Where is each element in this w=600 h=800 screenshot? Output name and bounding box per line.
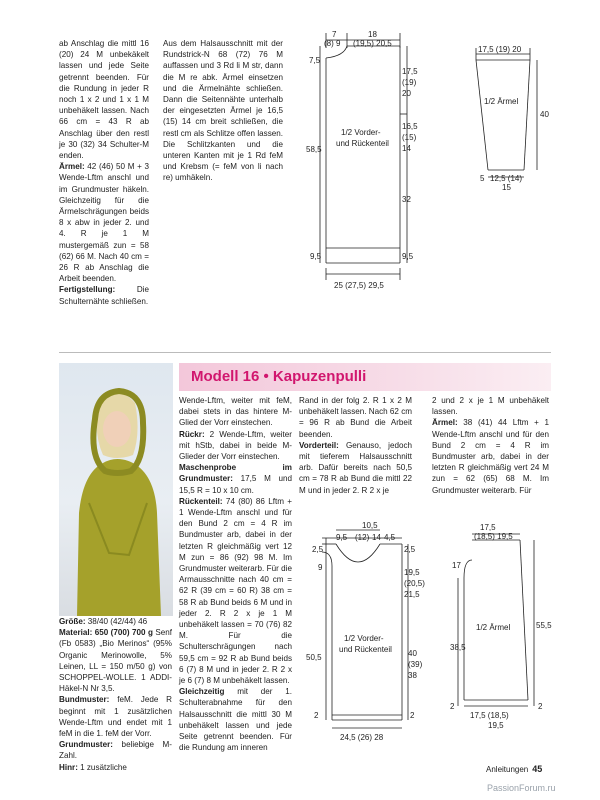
model-dim-armhole-2: (20,5)	[404, 579, 425, 588]
top-dim-total-height: 58,5	[306, 145, 322, 154]
paragraph-heading: Fertigstellung:	[59, 285, 116, 295]
text-paragraph	[179, 395, 292, 429]
model-dim-top-d: 4,5	[384, 533, 396, 542]
top-dim-armhole-1: 17,5	[402, 67, 418, 76]
model-body-label-2: und Rückenteil	[339, 645, 392, 654]
paragraph-body: 2 und 2 x je 1 M unbehäkelt lassen.	[432, 396, 549, 417]
paragraph-body: 1 zusätzliche	[77, 762, 127, 772]
top-body-schematic	[300, 28, 430, 296]
text-paragraph	[179, 429, 292, 463]
model-sleeve-dim-top-b: (18,5) 19,5	[474, 532, 513, 541]
model-dim-side-3: 38	[408, 671, 417, 680]
model-sleeve-dim-length: 55,5	[536, 621, 552, 630]
text-paragraph	[59, 694, 172, 739]
top-text-column-1	[59, 38, 149, 307]
text-paragraph	[59, 161, 149, 284]
paragraph-heading: Ärmel:	[432, 418, 458, 428]
paragraph-heading: Bundmuster:	[59, 695, 110, 705]
model-dim-armhole-left: 9	[318, 563, 323, 572]
model-dim-top-b: (12)	[355, 533, 370, 542]
paragraph-body: Aus dem Halsausschnitt mit der Rundstrick-N 68 (72) 76 M auffassen und 3 Rd li M str, dann die M re abk. Ärmel einsetzen und die Ärmelnähte schließen. Dann die Seitennähte unterhalb der eingesetzten Ärmel je 16,5 (15) 14 cm breit schließen, die restl cm als Schlitze offen lassen. Die Schlitzkanten und die unteren Kanten mit je 1 Rd feM und Krebsm (= feM von li nach re) umhäkeln.	[163, 39, 283, 183]
text-paragraph	[432, 417, 549, 495]
model-dim-bottom-width: 24,5 (26) 28	[340, 733, 384, 742]
model-dim-top-c: 14	[372, 533, 381, 542]
paragraph-heading: Größe:	[59, 617, 86, 626]
model-specs-column	[59, 616, 172, 773]
model-dim-neck: 10,5	[362, 521, 378, 530]
paragraph-body: Genauso, jedoch mit tieferem Halsausschnitt arb. Dafür bereits nach 50,5 cm = 78 R ab Bund die mittl 22 M und in jeder 2. R 2 x je	[299, 440, 412, 495]
model-sleeve-dim-cap: 17	[452, 561, 461, 570]
paragraph-heading: Hinr:	[59, 762, 78, 772]
model-dim-left-shoulder: 2,5	[312, 545, 324, 554]
model-dim-hem-left: 2	[314, 711, 319, 720]
paragraph-body: Senf (Fb 0583) „Bio Merinos“ (95% Organic Merinowolle, 5% Leinen, LL = 150 m/50 g) von SCHOPPEL-WOLLE. 1 ADDI-Häkel-N Nr 3,5.	[59, 628, 172, 694]
top-sleeve-label: 1/2 Ärmel	[484, 97, 519, 106]
top-dim-seam-2: (15)	[402, 133, 417, 142]
text-paragraph	[299, 440, 412, 496]
page-footer	[486, 764, 542, 774]
model-sleeve-schematic	[450, 520, 565, 735]
paragraph-heading: Grundmuster:	[59, 740, 113, 750]
watermark: PassionForum.ru	[487, 783, 556, 793]
top-text-column-2	[163, 38, 283, 184]
text-paragraph	[299, 395, 412, 440]
model-dim-armhole-3: 21,5	[404, 590, 420, 599]
top-dim-armhole-3: 20	[402, 89, 411, 98]
paragraph-heading: Vorderteil:	[299, 440, 339, 450]
model-dim-side-1: 40	[408, 649, 417, 658]
top-body-label-2: und Rückenteil	[336, 139, 389, 148]
top-dim-hem-right: 9,5	[402, 252, 414, 261]
paragraph-heading: Maschenprobe im Grundmuster:	[179, 463, 292, 484]
paragraph-body: 17,5 M und 15,5 R = 10 x 10 cm.	[179, 474, 292, 495]
model-sleeve-label: 1/2 Ärmel	[476, 623, 511, 632]
top-sleeve-dim-bottom-a: 5	[480, 174, 485, 183]
top-sleeve-dim-bottom-b: 12,5 (14)	[490, 174, 523, 183]
text-paragraph	[59, 616, 172, 627]
paragraph-heading: Ärmel:	[59, 162, 85, 172]
model-dim-right-shoulder: 2,5	[404, 545, 416, 554]
top-dim-bottom-width: 25 (27,5) 29,5	[334, 281, 384, 290]
paragraph-body: 74 (80) 86 Lftm + 1 Wende-Lftm anschl und für den Bund 2 cm = 4 R im Bundmuster arb, dabei in der letzten R gleichmäßig vert 12 M zun = 86 (92) 98 M. Im Grundmuster weiterarb. Für die Armausschnitte nach 40 cm = 62 R (39 cm = 60 R) 38 cm = 58 R ab Bund beids 6 M und in jeder 2. R 2 x je 1 M unbehäkelt lassen = 70 (76) 82 M. Für die Schulterschrägungen nach 59,5 cm = 92 R ab Bund beids 6 (7) 8 M und in jeder 2. R 2 x je 6 (7) 8 M unbehäkelt lassen.	[179, 496, 292, 686]
text-paragraph	[59, 627, 172, 694]
model-sleeve-dim-top-a: 17,5	[480, 523, 496, 532]
model-title: Modell 16 • Kapuzenpulli	[191, 368, 367, 385]
top-dim-shoulder-width-alt: (19,5) 20,5	[353, 39, 392, 48]
paragraph-body: Wende-Lftm, weiter mit feM, dabei stets in das hintere M-Glied der Vorr einstechen.	[179, 396, 292, 428]
model-dim-side-2: (39)	[408, 660, 423, 669]
paragraph-heading: Rückenteil:	[179, 496, 223, 506]
top-dim-neck-width-alt: (8) 9	[324, 39, 341, 48]
section-divider	[59, 352, 551, 353]
model-body-schematic	[302, 520, 425, 745]
paragraph-body: 38/40 (42/44) 46	[85, 617, 148, 626]
top-dim-shoulder-width: 18	[368, 30, 377, 39]
top-body-label-1: 1/2 Vorder-	[341, 128, 381, 137]
top-dim-seam-1: 16,5	[402, 122, 418, 131]
text-paragraph	[432, 395, 549, 417]
model-photo	[59, 363, 173, 616]
top-sleeve-dim-length: 40	[540, 110, 549, 119]
text-paragraph	[59, 284, 149, 306]
model-dim-total-height: 50,5	[306, 653, 322, 662]
paragraph-body: 38 (41) 44 Lftm + 1 Wende-Lftm anschl und für den Bund 2 cm = 4 R im Bundmuster arb, dabei in der letzten R gleichmäßig vert 24 M zun = 62 (65) 68 M. Im Grundmuster weiterarb. Für	[432, 418, 549, 495]
text-paragraph	[59, 38, 149, 161]
model-photo-illustration	[59, 363, 173, 616]
paragraph-body: 2 Wende-Lftm, weiter mit hStb, dabei in beide M-Glieder der Vorr einstechen.	[179, 429, 292, 462]
page-number: 45	[532, 764, 543, 774]
model-sleeve-dim-bottom-a: 17,5 (18,5)	[470, 711, 509, 720]
paragraph-body: Die Schulternähte schließen.	[59, 285, 149, 306]
model-sleeve-dim-cuff-right: 2	[538, 702, 543, 711]
top-sleeve-dim-bottom-c: 15	[502, 183, 511, 192]
model-dim-top-a: 9,5	[336, 533, 348, 542]
paragraph-heading: Material: 650 (700) 700 g	[59, 628, 153, 638]
paragraph-body: ab Anschlag die mittl 16 (20) 24 M unbekäkelt lassen und jede Seite getrennt beenden. Für die Rundung in jeder R noch 1 x 2 und 1 x 1 M unbehäkelt lassen. Nach 66 cm = 43 R ab Anschlag über den restl je 30 (32) 34 Schulter-M enden.	[59, 39, 149, 161]
text-paragraph	[59, 739, 172, 761]
paragraph-body: beliebige M-Zahl.	[59, 740, 172, 761]
model-text-column-b	[299, 395, 412, 496]
text-paragraph	[59, 762, 172, 773]
text-paragraph	[163, 38, 283, 184]
paragraph-body: Rand in der folg 2. R 1 x 2 M unbehäkelt lassen. Nach 62 cm = 96 R ab Bund die Arbeit beenden.	[299, 396, 412, 439]
footer-section: Anleitungen	[486, 765, 529, 774]
paragraph-body: mit der 1. Schulterabnahme für den Halsausschnitt die mittl 30 M unbehäkelt lassen und jede Seite getrennt beenden. Für die Rundung am inneren	[179, 687, 292, 753]
text-paragraph	[179, 686, 292, 753]
text-paragraph	[179, 462, 292, 496]
model-body-label-1: 1/2 Vorder-	[344, 634, 384, 643]
top-dim-neck-depth: 7,5	[309, 56, 321, 65]
top-dim-slit: 32	[402, 195, 411, 204]
paragraph-body: 42 (46) 50 M + 3 Wende-Lftm anschl und im Grundmuster häkeln. Gleichzeitig für die Ärmelschrägungen beids 8 x abw in jeder 2. und 4. R je 1 M mustergemäß zun = 58 (62) 66 M. Nach 40 cm = 26 R ab Anschlag die Arbeit beenden.	[59, 162, 149, 284]
text-paragraph	[179, 496, 292, 686]
model-text-column-c	[432, 395, 549, 496]
model-sleeve-dim-bottom-b: 19,5	[488, 721, 504, 730]
top-dim-armhole-2: (19)	[402, 78, 417, 87]
model-text-column-a	[179, 395, 292, 754]
paragraph-heading: Gleichzeitig	[179, 687, 225, 697]
top-sleeve-schematic	[468, 40, 578, 196]
top-dim-seam-3: 14	[402, 144, 411, 153]
model-dim-hem-right: 2	[410, 711, 415, 720]
paragraph-heading: Rückr:	[179, 429, 205, 439]
model-sleeve-dim-seam: 38,5	[450, 643, 466, 652]
model-title-banner	[179, 363, 551, 391]
model-dim-armhole-1: 19,5	[404, 568, 420, 577]
top-sleeve-dim-top: 17,5 (19) 20	[478, 45, 522, 54]
model-sleeve-dim-cuff-left: 2	[450, 702, 455, 711]
paragraph-body: feM. Jede R beginnt mit 1 zusätzlichen Wende-Lftm und endet mit 1 feM in die 1. feM der Vorr.	[59, 695, 172, 739]
top-dim-neck-width: 7	[332, 30, 337, 39]
top-dim-hem-left: 9,5	[310, 252, 322, 261]
